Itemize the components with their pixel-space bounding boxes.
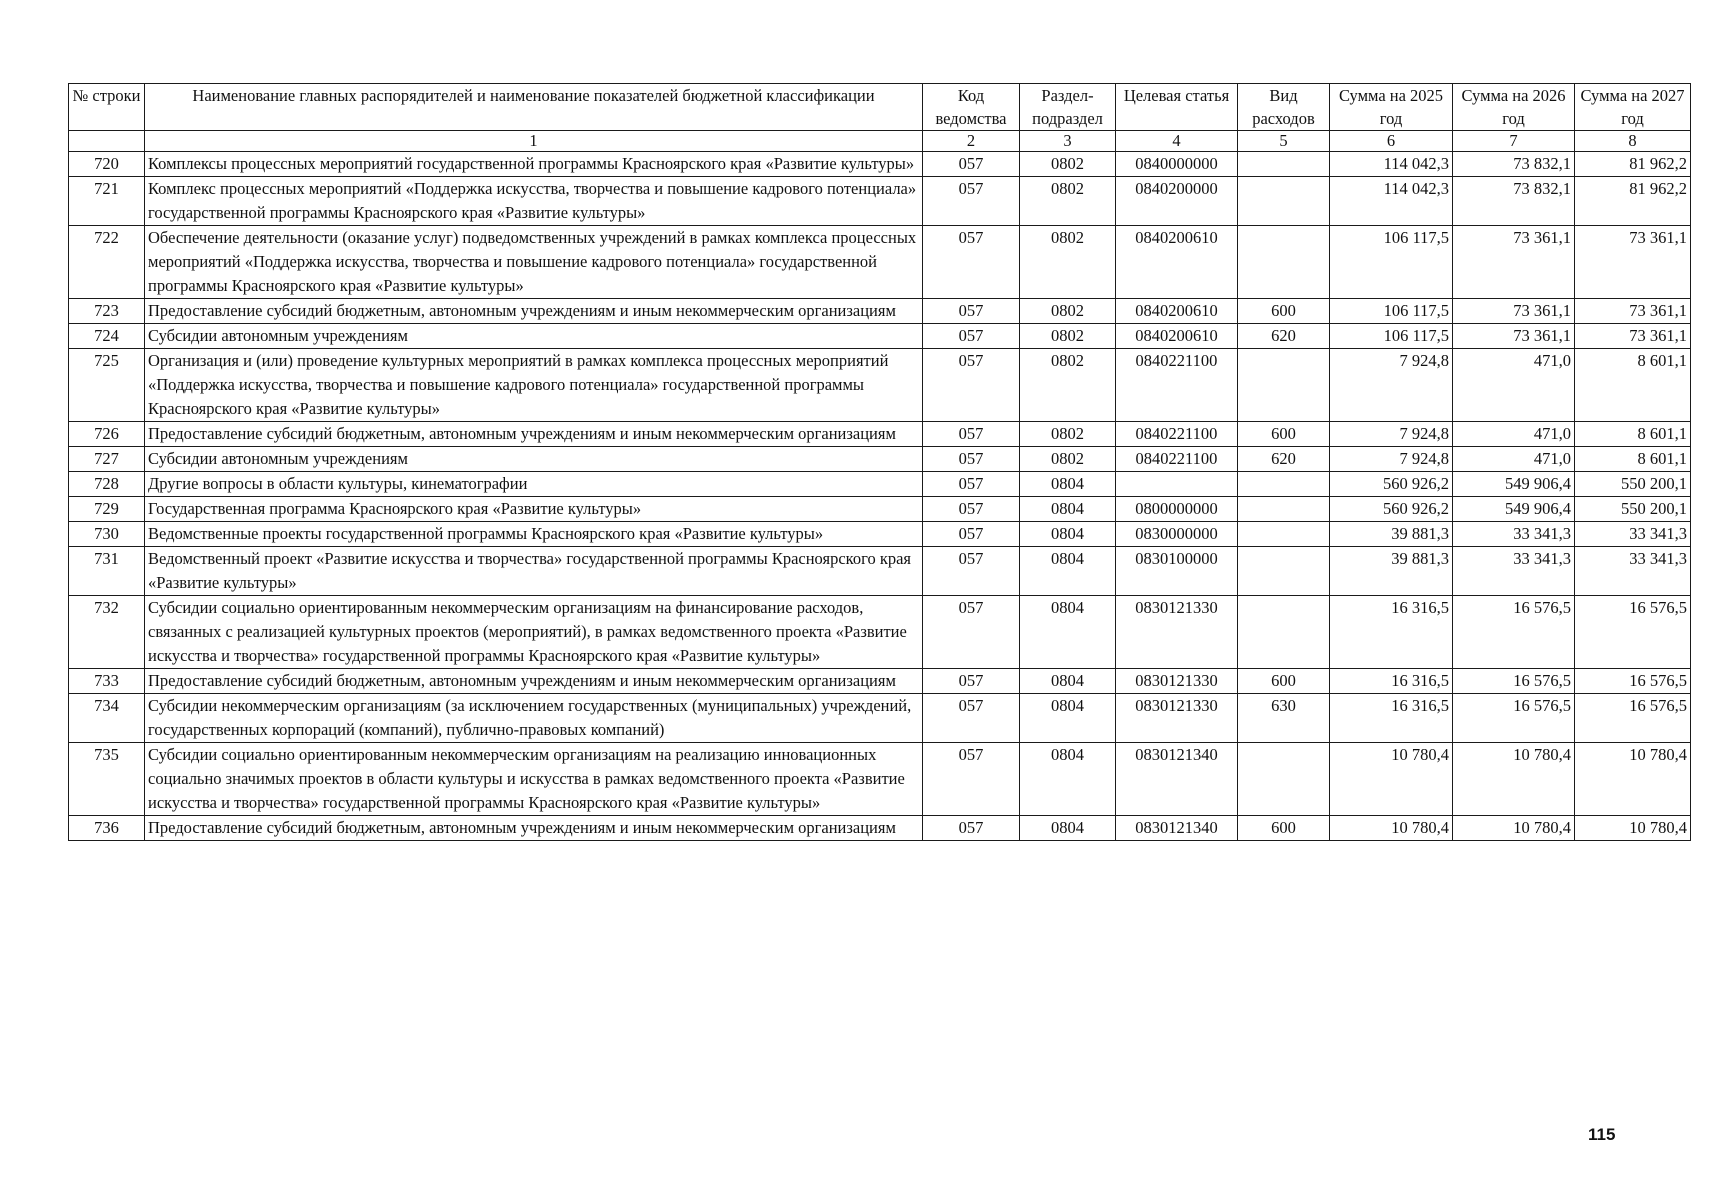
row-dept-code: 057	[923, 226, 1020, 299]
row-sum-2026: 73 361,1	[1453, 299, 1575, 324]
row-section: 0802	[1020, 447, 1116, 472]
row-expense-type	[1238, 497, 1330, 522]
table-row	[69, 324, 1691, 349]
row-name: Комплекс процессных мероприятий «Поддержка искусства, творчества и повышение кадрового потенциала» государственной программы Красноярского края «Развитие культуры»	[145, 177, 923, 226]
header-sum-2025: Сумма на 2025 год	[1330, 84, 1453, 131]
row-section: 0804	[1020, 596, 1116, 669]
row-sum-2026: 10 780,4	[1453, 816, 1575, 841]
table-row	[69, 349, 1691, 422]
row-sum-2027: 10 780,4	[1575, 816, 1691, 841]
row-name: Другие вопросы в области культуры, кинематографии	[145, 472, 923, 497]
row-expense-type: 630	[1238, 694, 1330, 743]
row-name: Субсидии некоммерческим организациям (за исключением государственных (муниципальных) учреждений, государственных корпораций (компаний), публично-правовых компаний)	[145, 694, 923, 743]
row-number: 732	[69, 596, 145, 669]
row-sum-2026: 16 576,5	[1453, 669, 1575, 694]
table-row	[69, 177, 1691, 226]
row-sum-2027: 16 576,5	[1575, 596, 1691, 669]
row-number: 721	[69, 177, 145, 226]
row-number: 734	[69, 694, 145, 743]
row-sum-2027: 10 780,4	[1575, 743, 1691, 816]
row-sum-2027: 33 341,3	[1575, 547, 1691, 596]
row-sum-2026: 33 341,3	[1453, 547, 1575, 596]
table-body	[69, 152, 1691, 841]
row-target-article: 0840221100	[1116, 447, 1238, 472]
row-number: 723	[69, 299, 145, 324]
row-section: 0804	[1020, 694, 1116, 743]
row-expense-type	[1238, 349, 1330, 422]
row-dept-code: 057	[923, 596, 1020, 669]
row-sum-2027: 81 962,2	[1575, 177, 1691, 226]
column-index-cell: 5	[1238, 131, 1330, 152]
row-name: Государственная программа Красноярского края «Развитие культуры»	[145, 497, 923, 522]
table-row	[69, 816, 1691, 841]
header-dept-code: Код ведомства	[923, 84, 1020, 131]
row-number: 736	[69, 816, 145, 841]
row-number: 731	[69, 547, 145, 596]
table-row	[69, 422, 1691, 447]
row-target-article: 0840200610	[1116, 324, 1238, 349]
row-sum-2025: 16 316,5	[1330, 669, 1453, 694]
row-number: 724	[69, 324, 145, 349]
row-sum-2025: 39 881,3	[1330, 522, 1453, 547]
row-number: 720	[69, 152, 145, 177]
row-sum-2027: 73 361,1	[1575, 324, 1691, 349]
row-number: 733	[69, 669, 145, 694]
table-row	[69, 547, 1691, 596]
row-name: Предоставление субсидий бюджетным, автономным учреждениям и иным некоммерческим организациям	[145, 816, 923, 841]
budget-table	[68, 83, 1691, 841]
column-index-cell: 4	[1116, 131, 1238, 152]
row-sum-2027: 33 341,3	[1575, 522, 1691, 547]
row-expense-type: 620	[1238, 447, 1330, 472]
row-number: 730	[69, 522, 145, 547]
table-row	[69, 299, 1691, 324]
row-section: 0802	[1020, 152, 1116, 177]
row-number: 728	[69, 472, 145, 497]
row-dept-code: 057	[923, 299, 1020, 324]
row-section: 0804	[1020, 472, 1116, 497]
row-number: 725	[69, 349, 145, 422]
header-expense-type: Вид расходов	[1238, 84, 1330, 131]
column-index-cell: 1	[145, 131, 923, 152]
row-section: 0804	[1020, 816, 1116, 841]
row-section: 0802	[1020, 324, 1116, 349]
row-expense-type	[1238, 547, 1330, 596]
header-row-number: № строки	[69, 84, 145, 131]
row-section: 0804	[1020, 743, 1116, 816]
row-name: Обеспечение деятельности (оказание услуг) подведомственных учреждений в рамках комплекса процессных мероприятий «Поддержка искусства, творчества и повышение кадрового потенциала» государственной программы Красноярского края «Развитие культуры»	[145, 226, 923, 299]
column-index-cell	[69, 131, 145, 152]
row-dept-code: 057	[923, 547, 1020, 596]
row-target-article: 0830121330	[1116, 694, 1238, 743]
header-sum-2027: Сумма на 2027 год	[1575, 84, 1691, 131]
header-sum-2026: Сумма на 2026 год	[1453, 84, 1575, 131]
row-section: 0802	[1020, 299, 1116, 324]
row-dept-code: 057	[923, 152, 1020, 177]
row-name: Комплексы процессных мероприятий государственной программы Красноярского края «Развитие культуры»	[145, 152, 923, 177]
row-sum-2026: 16 576,5	[1453, 596, 1575, 669]
row-sum-2026: 73 832,1	[1453, 152, 1575, 177]
row-target-article: 0840221100	[1116, 349, 1238, 422]
row-dept-code: 057	[923, 694, 1020, 743]
row-dept-code: 057	[923, 816, 1020, 841]
row-sum-2025: 7 924,8	[1330, 447, 1453, 472]
table-row	[69, 522, 1691, 547]
row-expense-type	[1238, 596, 1330, 669]
row-expense-type: 600	[1238, 299, 1330, 324]
row-sum-2027: 550 200,1	[1575, 497, 1691, 522]
row-name: Субсидии автономным учреждениям	[145, 447, 923, 472]
row-name: Предоставление субсидий бюджетным, автономным учреждениям и иным некоммерческим организациям	[145, 669, 923, 694]
header-section: Раздел-подраздел	[1020, 84, 1116, 131]
column-index-cell: 8	[1575, 131, 1691, 152]
row-sum-2026: 10 780,4	[1453, 743, 1575, 816]
row-sum-2025: 106 117,5	[1330, 299, 1453, 324]
header-target-article: Целевая статья	[1116, 84, 1238, 131]
table-row	[69, 472, 1691, 497]
table-row	[69, 226, 1691, 299]
row-target-article: 0830100000	[1116, 547, 1238, 596]
row-name: Предоставление субсидий бюджетным, автономным учреждениям и иным некоммерческим организациям	[145, 422, 923, 447]
row-sum-2025: 10 780,4	[1330, 816, 1453, 841]
row-sum-2025: 16 316,5	[1330, 596, 1453, 669]
row-sum-2025: 106 117,5	[1330, 324, 1453, 349]
row-sum-2026: 471,0	[1453, 422, 1575, 447]
table-row	[69, 743, 1691, 816]
table-row	[69, 694, 1691, 743]
row-dept-code: 057	[923, 522, 1020, 547]
table-row	[69, 152, 1691, 177]
row-dept-code: 057	[923, 324, 1020, 349]
row-sum-2026: 73 832,1	[1453, 177, 1575, 226]
row-number: 729	[69, 497, 145, 522]
row-target-article: 0840200000	[1116, 177, 1238, 226]
row-name: Организация и (или) проведение культурных мероприятий в рамках комплекса процессных мероприятий «Поддержка искусства, творчества и повышение кадрового потенциала» государственной программы Красноярского края «Развитие культуры»	[145, 349, 923, 422]
table-row	[69, 447, 1691, 472]
row-section: 0804	[1020, 497, 1116, 522]
row-section: 0804	[1020, 522, 1116, 547]
row-dept-code: 057	[923, 422, 1020, 447]
row-expense-type: 600	[1238, 422, 1330, 447]
row-sum-2027: 81 962,2	[1575, 152, 1691, 177]
row-dept-code: 057	[923, 669, 1020, 694]
row-sum-2026: 73 361,1	[1453, 226, 1575, 299]
row-expense-type	[1238, 177, 1330, 226]
row-expense-type	[1238, 743, 1330, 816]
row-expense-type	[1238, 152, 1330, 177]
row-sum-2027: 550 200,1	[1575, 472, 1691, 497]
row-section: 0802	[1020, 177, 1116, 226]
row-sum-2025: 10 780,4	[1330, 743, 1453, 816]
row-sum-2025: 106 117,5	[1330, 226, 1453, 299]
row-section: 0802	[1020, 349, 1116, 422]
row-sum-2025: 16 316,5	[1330, 694, 1453, 743]
table-row	[69, 497, 1691, 522]
header-name: Наименование главных распорядителей и наименование показателей бюджетной классификации	[145, 84, 923, 131]
row-sum-2027: 16 576,5	[1575, 669, 1691, 694]
row-sum-2027: 8 601,1	[1575, 422, 1691, 447]
row-sum-2025: 560 926,2	[1330, 497, 1453, 522]
row-name: Субсидии автономным учреждениям	[145, 324, 923, 349]
page-number: 115	[1588, 1125, 1616, 1144]
row-expense-type: 620	[1238, 324, 1330, 349]
row-section: 0804	[1020, 669, 1116, 694]
row-expense-type	[1238, 472, 1330, 497]
row-dept-code: 057	[923, 743, 1020, 816]
row-sum-2027: 16 576,5	[1575, 694, 1691, 743]
header-row	[69, 84, 1691, 131]
row-sum-2026: 16 576,5	[1453, 694, 1575, 743]
row-name: Ведомственный проект «Развитие искусства и творчества» государственной программы Красноярского края «Развитие культуры»	[145, 547, 923, 596]
row-dept-code: 057	[923, 177, 1020, 226]
row-expense-type: 600	[1238, 669, 1330, 694]
row-target-article: 0830121330	[1116, 596, 1238, 669]
row-dept-code: 057	[923, 497, 1020, 522]
row-target-article: 0840200610	[1116, 226, 1238, 299]
row-sum-2026: 549 906,4	[1453, 472, 1575, 497]
row-dept-code: 057	[923, 447, 1020, 472]
row-sum-2025: 39 881,3	[1330, 547, 1453, 596]
column-index-cell: 2	[923, 131, 1020, 152]
row-expense-type	[1238, 226, 1330, 299]
row-target-article: 0830121340	[1116, 743, 1238, 816]
row-target-article: 0800000000	[1116, 497, 1238, 522]
row-sum-2026: 471,0	[1453, 349, 1575, 422]
row-sum-2026: 33 341,3	[1453, 522, 1575, 547]
row-dept-code: 057	[923, 472, 1020, 497]
row-number: 726	[69, 422, 145, 447]
row-expense-type: 600	[1238, 816, 1330, 841]
row-sum-2025: 7 924,8	[1330, 349, 1453, 422]
row-name: Субсидии социально ориентированным некоммерческим организациям на финансирование расходов, связанных с реализацией культурных проектов (мероприятий), в рамках ведомственного проекта «Развитие искусства и творчества» государственной программы Красноярского края «Развитие культуры»	[145, 596, 923, 669]
row-target-article: 0830000000	[1116, 522, 1238, 547]
row-target-article	[1116, 472, 1238, 497]
table-row	[69, 669, 1691, 694]
row-sum-2027: 8 601,1	[1575, 447, 1691, 472]
row-number: 722	[69, 226, 145, 299]
row-sum-2026: 73 361,1	[1453, 324, 1575, 349]
row-sum-2027: 73 361,1	[1575, 299, 1691, 324]
row-sum-2025: 114 042,3	[1330, 152, 1453, 177]
row-name: Ведомственные проекты государственной программы Красноярского края «Развитие культуры»	[145, 522, 923, 547]
row-number: 735	[69, 743, 145, 816]
column-index-cell: 6	[1330, 131, 1453, 152]
row-number: 727	[69, 447, 145, 472]
column-index-cell: 7	[1453, 131, 1575, 152]
row-target-article: 0840000000	[1116, 152, 1238, 177]
row-name: Субсидии социально ориентированным некоммерческим организациям на реализацию инновационных социально значимых проектов в области культуры и искусства в рамках ведомственного проекта «Развитие искусства и творчества» государственной программы Красноярского края «Развитие культуры»	[145, 743, 923, 816]
row-target-article: 0830121330	[1116, 669, 1238, 694]
row-section: 0804	[1020, 547, 1116, 596]
row-name: Предоставление субсидий бюджетным, автономным учреждениям и иным некоммерческим организациям	[145, 299, 923, 324]
row-dept-code: 057	[923, 349, 1020, 422]
row-target-article: 0840200610	[1116, 299, 1238, 324]
row-section: 0802	[1020, 422, 1116, 447]
row-section: 0802	[1020, 226, 1116, 299]
row-sum-2025: 7 924,8	[1330, 422, 1453, 447]
column-index-row	[69, 131, 1691, 152]
row-target-article: 0830121340	[1116, 816, 1238, 841]
row-expense-type	[1238, 522, 1330, 547]
row-sum-2026: 471,0	[1453, 447, 1575, 472]
row-sum-2025: 114 042,3	[1330, 177, 1453, 226]
row-sum-2027: 8 601,1	[1575, 349, 1691, 422]
row-sum-2026: 549 906,4	[1453, 497, 1575, 522]
column-index-cell: 3	[1020, 131, 1116, 152]
row-sum-2027: 73 361,1	[1575, 226, 1691, 299]
table-row	[69, 596, 1691, 669]
row-sum-2025: 560 926,2	[1330, 472, 1453, 497]
row-target-article: 0840221100	[1116, 422, 1238, 447]
